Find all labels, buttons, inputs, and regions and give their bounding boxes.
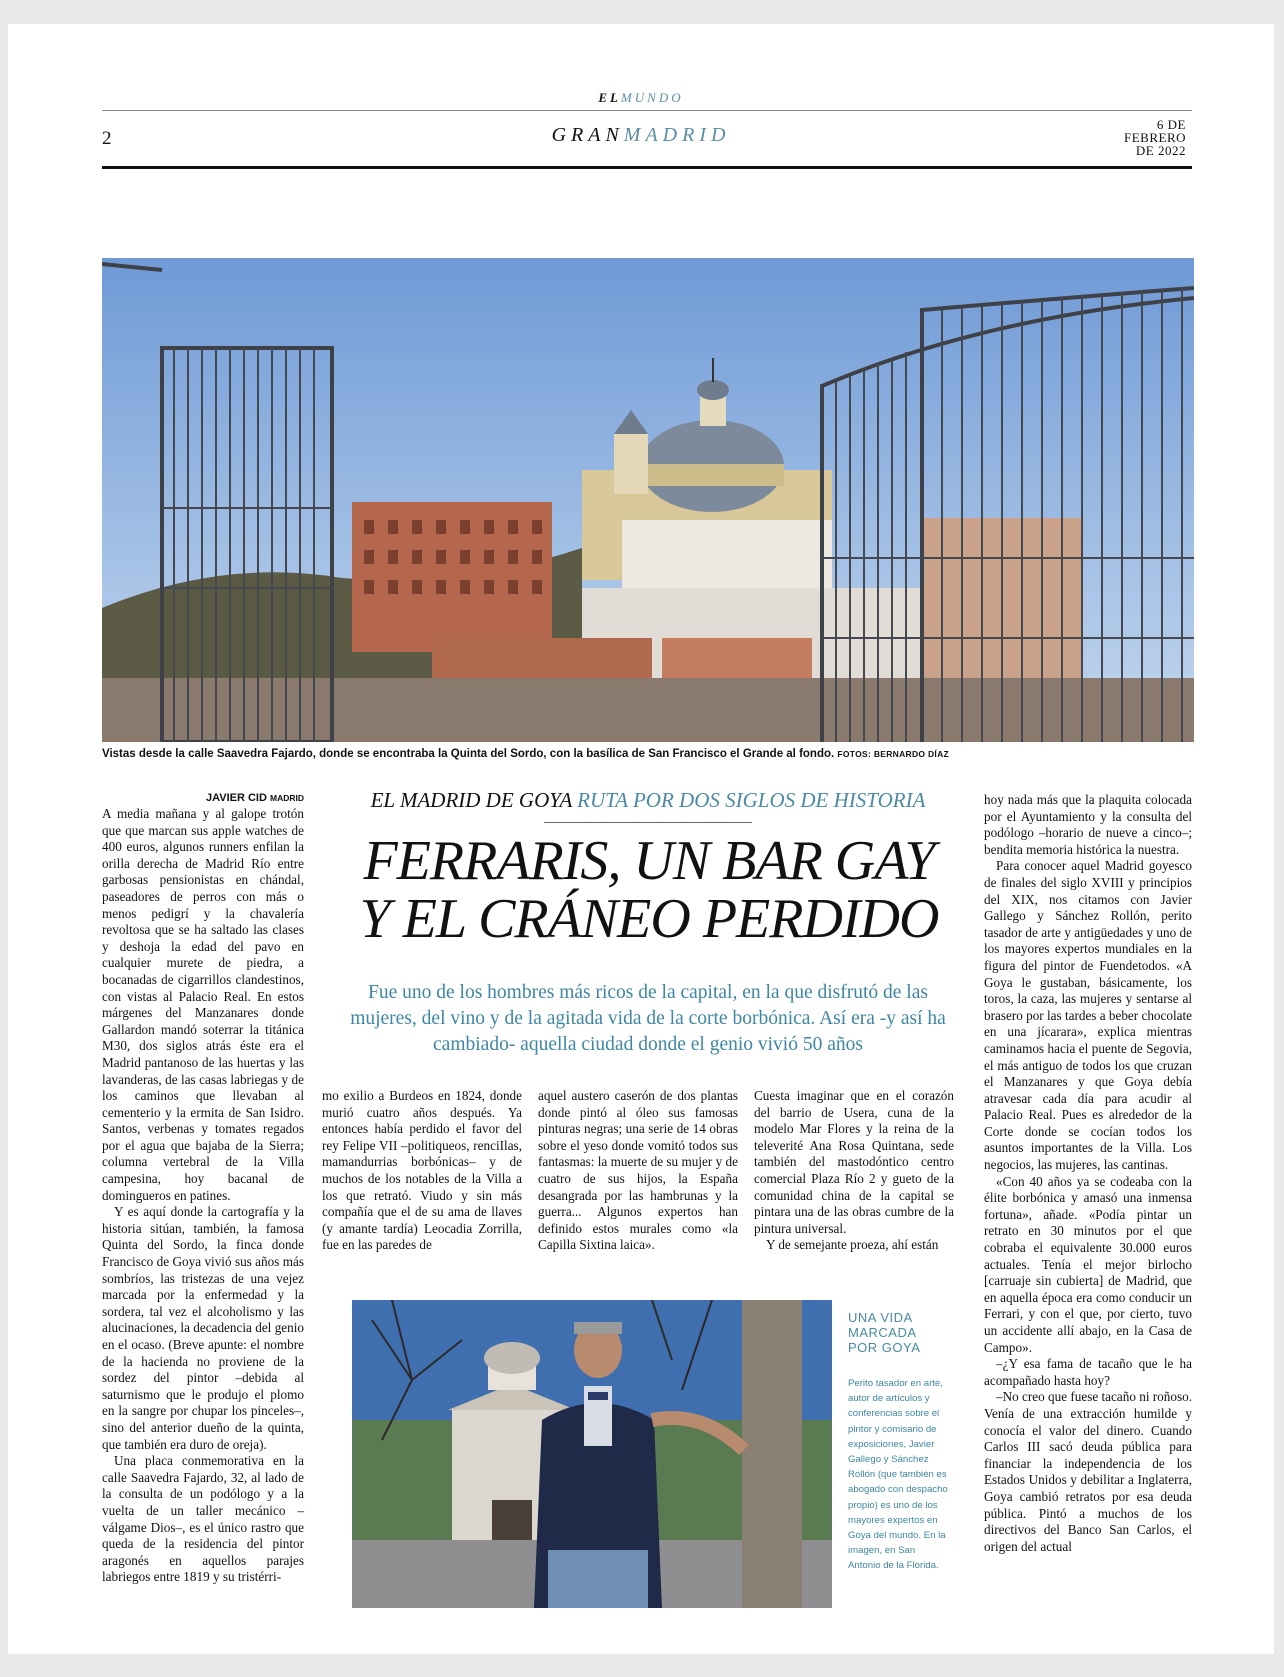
column-3 xyxy=(538,1088,738,1254)
issue-date xyxy=(1096,118,1186,157)
portrait-photo xyxy=(352,1300,832,1608)
kicker-sub: RUTA POR DOS SIGLOS DE HISTORIA xyxy=(577,788,926,812)
section-madrid: MADRID xyxy=(623,124,731,146)
newspaper-page xyxy=(8,24,1274,1654)
col5-paragraph-5: –No creo que fuese tacaño ni roñoso. Venía de una extracción humilde y conocía el valor del dinero. Cuando Carlos III sacó deuda pública para financiar la independencia de los Estados Unidos y debilitar a Inglaterra, Goya cambió retratos por esa deuda pública. Pintó a muchos de los directivos del Banco San Carlos, el origen del actual xyxy=(984,1389,1192,1554)
headline-line-2: Y EL CRÁNEO PERDIDO xyxy=(359,888,939,950)
header-rule-top xyxy=(102,110,1192,111)
kicker xyxy=(328,788,968,813)
brand-el: EL xyxy=(598,90,621,105)
section-title xyxy=(8,124,1274,147)
date-year: DE 2022 xyxy=(1135,143,1186,158)
column-2 xyxy=(322,1088,522,1254)
col3-paragraph: aquel austero caserón de dos plantas donde pintó al óleo sus famosas pinturas negras; una serie de 14 obras sobre el yeso donde vomitó todos sus fantasmas: la muerte de su mujer y de cuatro de sus hijos, la España desangrada por las hambrunas y la guerra... Algunos expertos han definido estos murales como «la Capilla Sixtina laica». xyxy=(538,1088,738,1253)
col4-paragraph-1: Cuesta imaginar que en el corazón del barrio de Usera, cuna de la modelo Mar Flores y la reina de la televerité Ana Rosa Quintana, sede también del mastodóntico centro comercial Plaza Río 2 y gueto de la comunidad china de la capital se pintara una de las obras cumbre de la pintura universal. xyxy=(754,1088,954,1236)
date-month: FEBRERO xyxy=(1123,130,1186,145)
col5-paragraph-1: hoy nada más que la plaquita colocada por el Ayuntamiento y la consulta del podólogo –horario de nueve a cinco–; bendita memoria histórica la nuestra. xyxy=(984,792,1192,857)
photo-credit: FOTOS: BERNARDO DÍAZ xyxy=(837,749,950,759)
section-gran: GRAN xyxy=(551,124,624,146)
byline-place: MADRID xyxy=(270,793,304,803)
col5-paragraph-2: Para conocer aquel Madrid goyesco de finales del siglo XVIII y principios del XIX, nos citamos con Javier Gallego y Sánchez Rollón, perito tasador de arte y antigüedades y uno de los mayores expertos mundiales en la figura del pintor de Fuendetodos. «A Goya le gustaban, básicamente, los toros, la caza, las mujeres y sentarse al brasero por las tardes a beber chocolate en una jícarara», explica mientras caminamos hacia el puente de Segovia, el más antiguo de todos los que cruzan el Manzanares y que Goya debía atravesar cada día para acudir al Palacio Real. Pues es alrededor de la Corte donde se cocían todos los asuntos importantes de la Villa. Los negocios, las mujeres, las cantinas. xyxy=(984,858,1192,1173)
main-photo-illustration xyxy=(102,258,1194,742)
author-name: JAVIER CID xyxy=(206,792,267,804)
main-photo xyxy=(102,258,1194,742)
col1-paragraph-1: A media mañana y al galope trotón que que marcan sus apple watches de 400 euros, algunos runners enfilan la orilla derecha de Madrid Río entre garbosas pensionistas en chándal, paseadores de perros con más o menos pedigrí y la chavalería revoltosa que se ha saltado las clases y deshoja la edad del pavo en cualquier murete de piedra, a bocanadas de cigarrillos clandestinos, con vistas al Palacio Real. En estos márgenes del Manzanares donde Gallardon mandó soterrar la titánica M30, dos siglos atrás éste era el Madrid pantanoso de las huertas y las lavanderas, de las casas labriegas y de los caminos que llevaban al cementerio y la ermita de San Isidro. Santos, verbenas y tomates regados por el agua que bajaba de la Sierra; columna vertebral de la Villa campesina, hoy bacanal de domingueros en patines. xyxy=(102,806,304,1203)
col5-paragraph-4: –¿Y esa fama de tacaño que le ha acompañado hasta hoy? xyxy=(984,1356,1192,1388)
col2-paragraph: mo exilio a Burdeos en 1824, donde murió cuatro años después. Ya entonces había perdido el favor del rey Felipe VII –politiqueos, renciIlas, mamandurrias borbónicas– y de muchos de los notables de la Villa a los que retrató. Viudo y sin más compañía que el de su ama de llaves (y amante tardía) Leocadia Zorrilla, fue en las paredes de xyxy=(322,1088,522,1253)
col1-paragraph-2: Y es aquí donde la cartografía y la historia sitúan, también, la famosa Quinta del Sordo, la finca donde Francisco de Goya vivió sus años más sombríos, las tristezas de una vejez marcada por la enfermedad y la sordera, tal vez el alcoholismo y las alucinaciones, la decadencia del genio en el ocaso. (Breve apunte: el nombre de la hacienda no proviene de la sordez del pintor –debida al saturnismo que le produjo el plomo en la sangre por chupar los pinceles–, sino del anterior dueño de la quinta, que también era duro de oreja). xyxy=(102,1204,304,1452)
column-4 xyxy=(754,1088,954,1254)
column-1 xyxy=(102,806,304,1586)
col4-paragraph-2: Y de semejante proeza, ahí están xyxy=(766,1237,939,1253)
col5-paragraph-3: «Con 40 años ya se codeaba con la élite borbónica y amasó una inmensa fortuna», añade. «Podía pintar un retrato en 30 minutos por el que cobraba el equivalente 30.000 euros actuales. Tenía el mejor birlocho [carruaje sin cubierta] de Madrid, que en aquella época era como conducir un Ferrari, y con el que, por cierto, tuvo un accidente allí abajo, en la Casa de Campo». xyxy=(984,1173,1192,1355)
column-5 xyxy=(984,792,1192,1555)
col1-paragraph-3: Una placa conmemorativa en la calle Saavedra Fajardo, 32, al lado de la consulta de un podólogo y a la vuelta de un taller mecánico –válgame Dios–, es el único rastro que queda de la residencia del pintor aragonés en aquellos parajes labriegos entre 1819 y su tristérri- xyxy=(102,1453,304,1585)
sidebar-text: Perito tasador en arte, autor de artículos y conferencias sobre el pintor y comisario de exposiciones, Javier Gallego y Sánchez Rollón (que también es abogado con despacho propio) es uno de los mayores expertos en Goya del mundo. En la imagen, en San Antonio de la Florida. xyxy=(848,1378,948,1572)
page-number: 2 xyxy=(102,128,112,149)
kicker-main: EL MADRID DE GOYA xyxy=(370,788,572,812)
kicker-rule xyxy=(544,822,752,823)
standfirst: Fue uno de los hombres más ricos de la capital, en la que disfrutó de las mujeres, del vino y de la agitada vida de la corte borbónica. Así era -y así ha cambiado- aquella ciudad donde el genio vivió 50 años xyxy=(350,982,946,1055)
headline-line-1: FERRARIS, UN BAR GAY xyxy=(363,830,935,892)
photo-caption xyxy=(102,748,1194,760)
masthead xyxy=(8,90,1274,106)
date-day: 6 DE xyxy=(1156,117,1186,132)
headline xyxy=(326,832,972,948)
header-rule-bottom xyxy=(102,166,1192,169)
caption-text: Vistas desde la calle Saavedra Fajardo, donde se encontraba la Quinta del Sordo, con la basílica de San Francisco el Grande al fondo. xyxy=(102,748,835,760)
brand-mundo: MUNDO xyxy=(620,90,684,105)
byline xyxy=(102,792,304,804)
sidebar-title: UNA VIDA MARCADA POR GOYA xyxy=(848,1310,921,1355)
portrait-photo-illustration xyxy=(352,1300,832,1608)
